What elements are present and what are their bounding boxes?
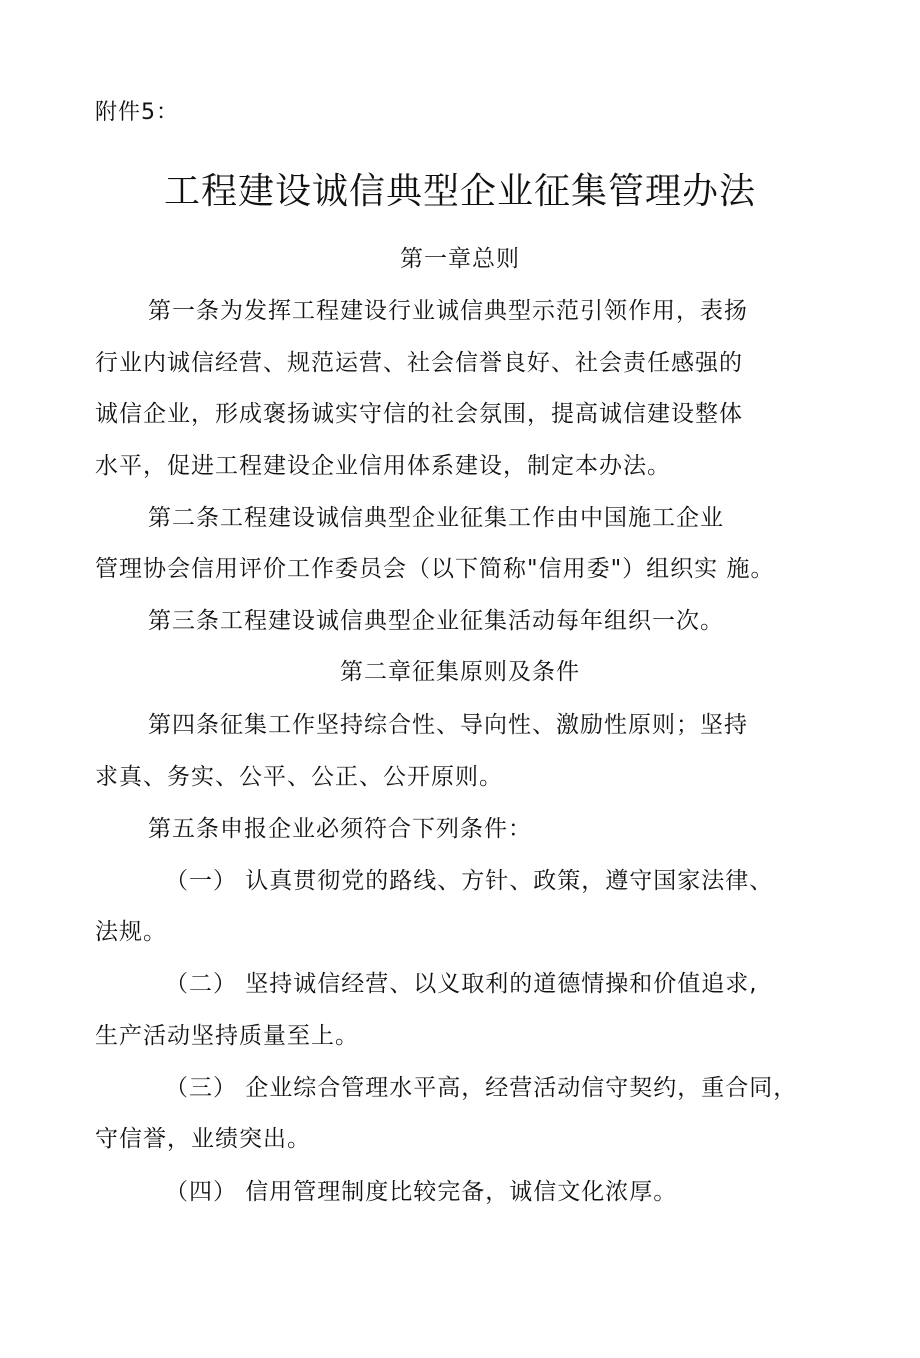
article-4-line-1: 第四条征集工作坚持综合性、导向性、激励性原则；坚持 (148, 712, 748, 738)
article-1-line-1: 第一条为发挥工程建设行业诚信典型示范引领作用，表扬 (148, 298, 748, 324)
item-3-line-2: 守信誉，业绩突出。 (95, 1126, 311, 1152)
item-2-line-1: （二） 坚持诚信经营、以义取利的道德情操和价值追求, (165, 971, 758, 997)
chapter-heading-2: 第二章征集原则及条件 (340, 659, 580, 685)
item-3-line-1: （三） 企业综合管理水平高，经营活动信守契约，重合同， (165, 1075, 798, 1101)
article-1-line-2: 行业内诚信经营、规范运营、社会信誉良好、社会责任感强的 (95, 350, 743, 376)
article-2-line-1: 第二条工程建设诚信典型企业征集工作由中国施工企业 (148, 505, 724, 531)
item-4-line-1: （四） 信用管理制度比较完备，诚信文化浓厚。 (165, 1179, 678, 1205)
item-1-line-2: 法规。 (95, 919, 167, 945)
article-1-line-4: 水平，促进工程建设企业信用体系建设，制定本办法。 (95, 453, 671, 479)
article-2-line-2: 管理协会信用评价工作委员会（以下简称"信用委"）组织实 施。 (95, 556, 775, 582)
article-4-line-2: 求真、务实、公平、公正、公开原则。 (95, 764, 503, 790)
annex-label: 附件5： (95, 100, 179, 125)
document-title: 工程建设诚信典型企业征集管理办法 (163, 171, 756, 212)
article-1-line-3: 诚信企业，形成褒扬诚实守信的社会氛围，提高诚信建设整体 (95, 401, 743, 427)
article-5: 第五条申报企业必须符合下列条件： (148, 816, 532, 842)
item-1-line-1: （一） 认真贯彻党的路线、方针、政策，遵守国家法律、 (165, 868, 774, 894)
item-2-line-2: 生产活动坚持质量至上。 (95, 1023, 359, 1049)
chapter-heading-1: 第一章总则 (400, 246, 520, 272)
article-3: 第三条工程建设诚信典型企业征集活动每年组织一次。 (148, 608, 724, 634)
